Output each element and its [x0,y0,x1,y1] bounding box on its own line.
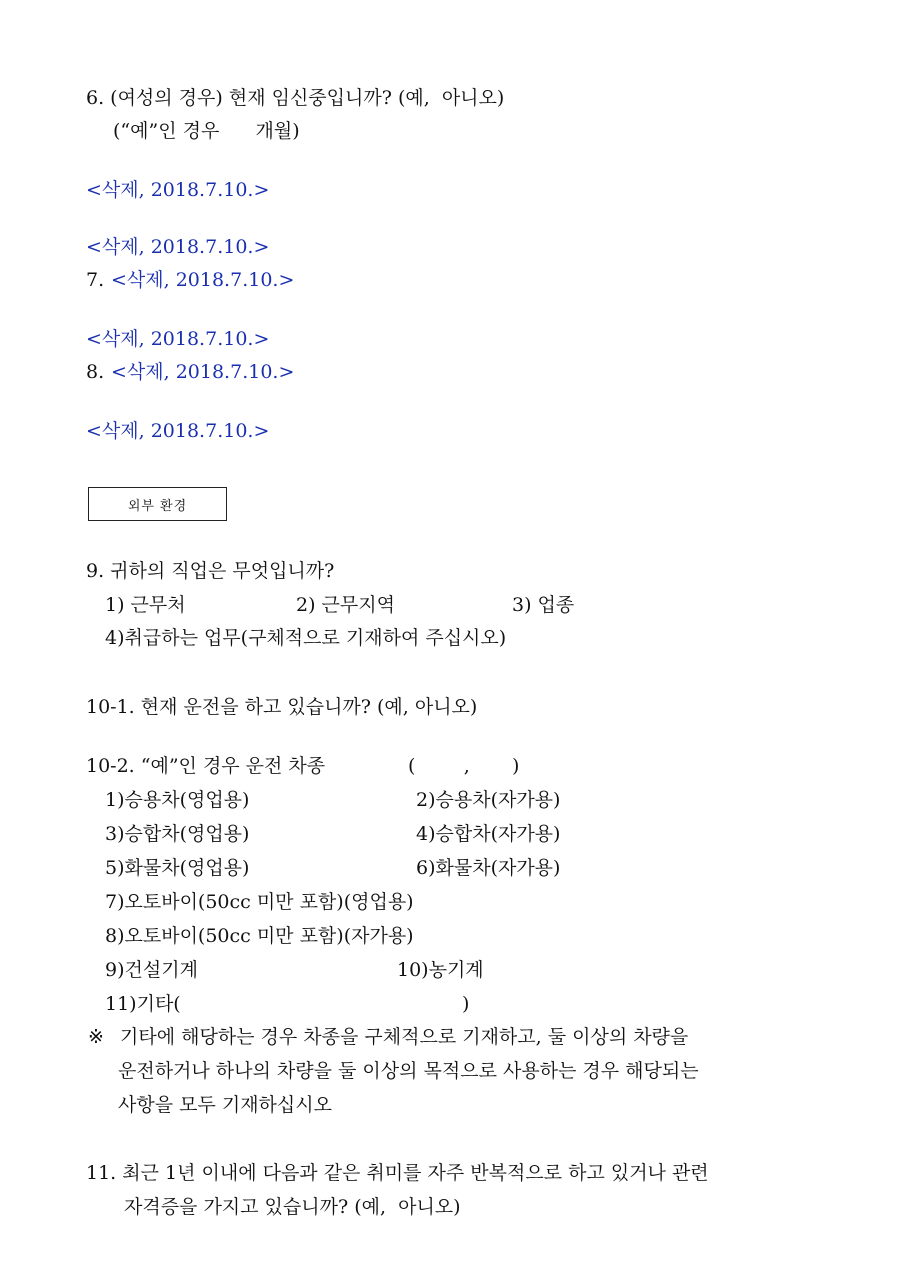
q10-2-item-2: 2)승용차(자가용) [416,789,561,811]
section-box-external-environment: 외부 환경 [88,487,227,521]
q10-2-item-6: 6)화물차(자가용) [416,857,561,879]
q10-2-item-11: 11)기타( [105,993,181,1015]
q9-option-3: 3) 업종 [512,594,575,616]
q9-option-4: 4)취급하는 업무(구체적으로 기재하여 주십시오) [105,627,507,649]
note-line-1: 기타에 해당하는 경우 차종을 구체적으로 기재하고, 둘 이상의 차량을 [120,1026,689,1048]
q10-2-item-5: 5)화물차(영업용) [105,857,250,879]
q11-line2: 자격증을 가지고 있습니까? (예, 아니오) [124,1196,461,1218]
q11-line1: 11. 최근 1년 이내에 다음과 같은 취미를 자주 반복적으로 하고 있거나 관련 [86,1162,709,1184]
q10-1-line: 10-1. 현재 운전을 하고 있습니까? (예, 아니오) [86,696,478,718]
q10-2-item-9: 9)건설기계 [105,959,198,981]
q10-2-item-1: 1)승용차(영업용) [105,789,250,811]
q9-option-1: 1) 근무처 [105,594,186,616]
q10-2-blank: ( , ) [408,755,520,777]
q10-2-item-7: 7)오토바이(50cc 미만 포함)(영업용) [105,891,414,913]
q9-title: 9. 귀하의 직업은 무엇입니까? [86,560,335,582]
q10-2-title: 10-2. “예”인 경우 운전 차종 [86,755,326,777]
note-line-3: 사항을 모두 기재하십시오 [118,1094,332,1116]
q10-2-item-10: 10)농기계 [397,959,484,981]
deleted-note-3: <삭제, 2018.7.10.> [111,269,295,291]
q9-option-2: 2) 근무지역 [296,594,395,616]
q10-2-item-3: 3)승합차(영업용) [105,823,250,845]
q10-2-item-4: 4)승합차(자가용) [416,823,561,845]
deleted-note-2: <삭제, 2018.7.10.> [86,236,270,258]
note-line-2: 운전하거나 하나의 차량을 둘 이상의 목적으로 사용하는 경우 해당되는 [118,1060,699,1082]
q10-2-item-11-close: ) [462,993,470,1015]
note-mark: ※ [88,1026,104,1048]
q6-line1: 6. (여성의 경우) 현재 임신중입니까? (예, 아니오) [86,87,505,109]
deleted-note-5: <삭제, 2018.7.10.> [111,361,295,383]
q6-line2: (“예”인 경우 개월) [113,120,300,142]
q7-number: 7. [86,269,105,291]
deleted-note-4: <삭제, 2018.7.10.> [86,328,270,350]
deleted-note-1: <삭제, 2018.7.10.> [86,179,270,201]
deleted-note-6: <삭제, 2018.7.10.> [86,420,270,442]
q8-number: 8. [86,361,105,383]
q10-2-item-8: 8)오토바이(50cc 미만 포함)(자가용) [105,925,414,947]
